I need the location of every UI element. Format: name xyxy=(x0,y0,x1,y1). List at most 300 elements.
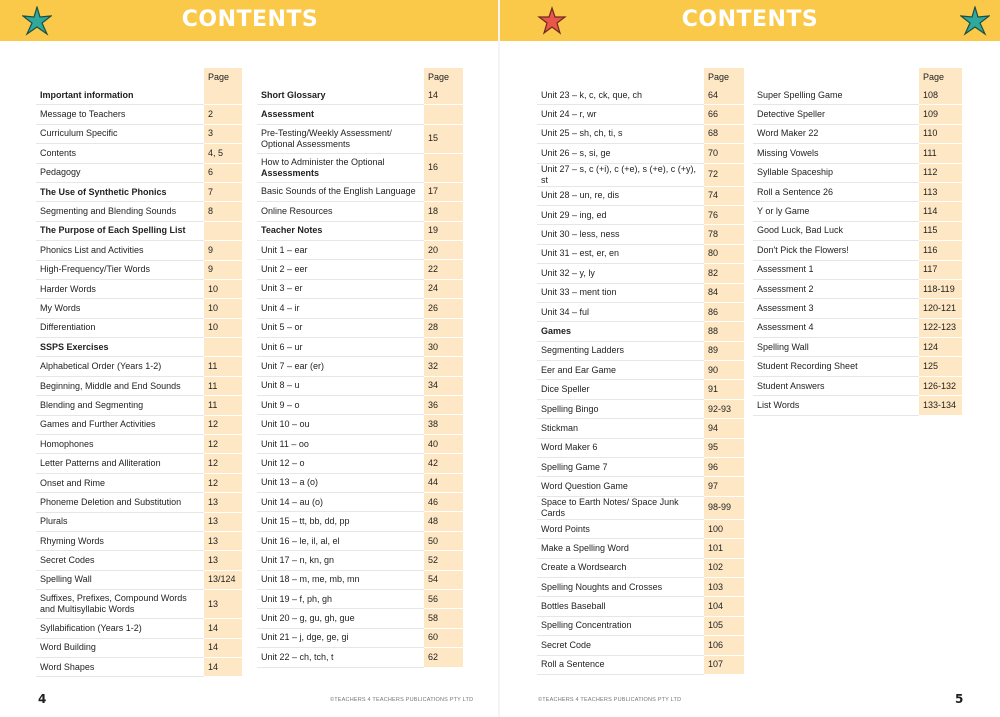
toc-entry-label: Blending and Segmenting xyxy=(36,396,204,415)
toc-row xyxy=(753,202,962,221)
toc-row xyxy=(257,357,463,376)
toc-entry-page: 22 xyxy=(424,260,463,279)
toc-entry-label: Eer and Ear Game xyxy=(537,361,704,380)
toc-entry-page: 4, 5 xyxy=(204,144,242,163)
toc-entry-page: 12 xyxy=(204,454,242,473)
toc-entry-label: Spelling Bingo xyxy=(537,399,704,418)
toc-row xyxy=(537,205,744,224)
toc-row xyxy=(257,454,463,473)
left-header-bar xyxy=(0,0,500,41)
toc-entry-page: 126-132 xyxy=(919,376,962,395)
toc-entry-label: Unit 26 – s, si, ge xyxy=(537,144,704,163)
toc-entry-page: 7 xyxy=(204,182,242,201)
toc-row xyxy=(753,86,962,105)
toc-row xyxy=(36,454,242,473)
left-toc-table-1 xyxy=(36,68,242,677)
toc-row xyxy=(537,302,744,321)
toc-row xyxy=(36,318,242,337)
toc-row xyxy=(257,86,463,105)
toc-entry-page: 40 xyxy=(424,434,463,453)
toc-entry-label: Spelling Noughts and Crosses xyxy=(537,577,704,596)
toc-entry-page: 17 xyxy=(424,182,463,201)
toc-entry-label: Roll a Sentence xyxy=(537,655,704,674)
toc-entry-label: Unit 21 – j, dge, ge, gi xyxy=(257,628,424,647)
toc-entry-page: 122-123 xyxy=(919,318,962,337)
toc-header-page: Page xyxy=(204,68,242,86)
toc-entry-label: Letter Patterns and Alliteration xyxy=(36,454,204,473)
toc-row xyxy=(753,279,962,298)
toc-entry-page: 8 xyxy=(204,202,242,221)
toc-entry-label: Unit 24 – r, wr xyxy=(537,105,704,124)
toc-header-page: Page xyxy=(424,68,463,86)
toc-row xyxy=(753,357,962,376)
toc-entry-page: 14 xyxy=(204,657,242,676)
toc-entry-label: Word Question Game xyxy=(537,477,704,496)
toc-entry-page: 46 xyxy=(424,493,463,512)
toc-entry-label: Y or ly Game xyxy=(753,202,919,221)
toc-entry-page: 60 xyxy=(424,628,463,647)
toc-entry-page: 10 xyxy=(204,279,242,298)
toc-entry-page: 120-121 xyxy=(919,299,962,318)
toc-row xyxy=(753,396,962,415)
left-page-title: CONTENTS xyxy=(181,7,319,32)
toc-row xyxy=(36,512,242,531)
toc-entry-page: 124 xyxy=(919,338,962,357)
toc-entry-label: Syllable Spaceship xyxy=(753,163,919,182)
toc-entry-label: Unit 32 – y, ly xyxy=(537,264,704,283)
toc-entry-page: 2 xyxy=(204,105,242,124)
toc-entry-page: 12 xyxy=(204,435,242,454)
toc-entry-label-part: How to Administer the Optional xyxy=(261,156,385,167)
toc-entry-label: Don't Pick the Flowers! xyxy=(753,241,919,260)
toc-entry-label: High-Frequency/Tier Words xyxy=(36,260,204,279)
toc-row xyxy=(36,357,242,376)
toc-entry-label: Curriculum Specific xyxy=(36,124,204,143)
toc-entry-label: Missing Vowels xyxy=(753,144,919,163)
toc-entry-page: 84 xyxy=(704,283,744,302)
right-page-number: 5 xyxy=(955,692,964,706)
toc-entry-page: 6 xyxy=(204,163,242,182)
toc-row xyxy=(36,376,242,395)
toc-entry-page: 42 xyxy=(424,454,463,473)
toc-entry-page: 95 xyxy=(704,438,744,457)
toc-entry-page: 66 xyxy=(704,105,744,124)
toc-row xyxy=(36,182,242,201)
toc-row xyxy=(36,163,242,182)
toc-row xyxy=(257,415,463,434)
toc-entry-page: 96 xyxy=(704,458,744,477)
toc-entry-page: 11 xyxy=(204,376,242,395)
toc-row xyxy=(537,264,744,283)
toc-row xyxy=(537,616,744,635)
toc-entry-label: Super Spelling Game xyxy=(753,86,919,105)
toc-entry-label: Beginning, Middle and End Sounds xyxy=(36,376,204,395)
toc-row xyxy=(537,380,744,399)
toc-entry-page: 10 xyxy=(204,299,242,318)
toc-entry-page: 82 xyxy=(704,264,744,283)
toc-entry-page: 48 xyxy=(424,512,463,531)
toc-entry-label: Unit 14 – au (o) xyxy=(257,493,424,512)
toc-entry-page xyxy=(204,338,242,357)
toc-entry-label: Unit 12 – o xyxy=(257,454,424,473)
toc-entry-label: Assessment 4 xyxy=(753,318,919,337)
toc-entry-label: Message to Teachers xyxy=(36,105,204,124)
toc-entry-page: 72 xyxy=(704,163,744,186)
toc-entry-page: 13 xyxy=(204,512,242,531)
toc-entry-page xyxy=(204,86,242,105)
toc-row xyxy=(257,396,463,415)
toc-row xyxy=(36,551,242,570)
toc-row xyxy=(257,337,463,356)
toc-entry-label: Unit 3 – er xyxy=(257,279,424,298)
toc-entry-label: Unit 29 – ing, ed xyxy=(537,205,704,224)
toc-entry-label: Word Shapes xyxy=(36,657,204,676)
toc-entry-label: Onset and Rime xyxy=(36,473,204,492)
toc-entry-label: Assessment xyxy=(257,105,424,124)
toc-row xyxy=(36,396,242,415)
toc-row xyxy=(257,376,463,395)
toc-entry-page: 44 xyxy=(424,473,463,492)
toc-row xyxy=(36,619,242,638)
toc-row xyxy=(36,202,242,221)
toc-entry-label: Detective Speller xyxy=(753,105,919,124)
toc-entry-page: 13 xyxy=(204,551,242,570)
toc-row xyxy=(753,318,962,337)
toc-entry-page xyxy=(424,105,463,124)
toc-entry-page: 16 xyxy=(424,153,463,182)
right-page-title: CONTENTS xyxy=(681,7,819,32)
toc-entry-page: 107 xyxy=(704,655,744,674)
toc-entry-label: Contents xyxy=(36,144,204,163)
toc-row xyxy=(537,124,744,143)
toc-entry-label: Differentiation xyxy=(36,318,204,337)
toc-entry-page: 105 xyxy=(704,616,744,635)
toc-row xyxy=(257,182,463,201)
right-toc-table-1 xyxy=(537,68,744,675)
toc-row xyxy=(36,531,242,550)
toc-row xyxy=(257,221,463,240)
toc-entry-page: 117 xyxy=(919,260,962,279)
toc-entry-label: Unit 23 – k, c, ck, que, ch xyxy=(537,86,704,105)
toc-row xyxy=(537,186,744,205)
toc-entry-page: 76 xyxy=(704,205,744,224)
toc-header-page: Page xyxy=(919,68,962,86)
toc-row xyxy=(537,655,744,674)
toc-entry-page: 38 xyxy=(424,415,463,434)
toc-entry-label: Space to Earth Notes/ Space Junk Cards xyxy=(537,496,704,519)
toc-entry-label: Pedagogy xyxy=(36,163,204,182)
toc-row xyxy=(36,657,242,676)
toc-entry-label: Secret Code xyxy=(537,636,704,655)
toc-entry-label: Bottles Baseball xyxy=(537,597,704,616)
toc-entry-page: 114 xyxy=(919,202,962,221)
toc-row xyxy=(36,415,242,434)
toc-row xyxy=(257,531,463,550)
right-page xyxy=(500,0,1000,717)
toc-header-blank xyxy=(537,68,704,86)
toc-entry-label: Unit 11 – oo xyxy=(257,434,424,453)
toc-entry-label: Rhyming Words xyxy=(36,531,204,550)
toc-entry-page: 58 xyxy=(424,609,463,628)
toc-row xyxy=(257,260,463,279)
toc-entry-page: 12 xyxy=(204,473,242,492)
toc-row xyxy=(753,260,962,279)
toc-entry-page: 19 xyxy=(424,221,463,240)
toc-row xyxy=(537,225,744,244)
toc-entry-page: 13 xyxy=(204,531,242,550)
toc-entry-page: 34 xyxy=(424,376,463,395)
right-copyright: ©TEACHERS 4 TEACHERS PUBLICATIONS PTY LTD xyxy=(538,697,682,703)
toc-entry-page: 89 xyxy=(704,341,744,360)
toc-entry-label: Unit 30 – less, ness xyxy=(537,225,704,244)
toc-row xyxy=(36,241,242,260)
toc-entry-label: Segmenting Ladders xyxy=(537,341,704,360)
toc-row xyxy=(257,570,463,589)
toc-entry-page: 118-119 xyxy=(919,279,962,298)
toc-entry-page: 111 xyxy=(919,144,962,163)
toc-entry-label xyxy=(257,153,424,182)
toc-header-blank xyxy=(36,68,204,86)
toc-row xyxy=(537,244,744,263)
toc-entry-page: 108 xyxy=(919,86,962,105)
toc-row xyxy=(537,558,744,577)
toc-entry-page: 104 xyxy=(704,597,744,616)
toc-entry-label: Unit 7 – ear (er) xyxy=(257,357,424,376)
toc-row xyxy=(753,182,962,201)
toc-entry-label: Unit 28 – un, re, dis xyxy=(537,186,704,205)
toc-entry-label: Unit 17 – n, kn, gn xyxy=(257,551,424,570)
toc-entry-page: 11 xyxy=(204,357,242,376)
toc-entry-page: 13 xyxy=(204,493,242,512)
toc-entry-page: 101 xyxy=(704,539,744,558)
toc-row xyxy=(753,221,962,240)
toc-entry-label: Unit 19 – f, ph, gh xyxy=(257,589,424,608)
toc-entry-label: Unit 9 – o xyxy=(257,396,424,415)
toc-entry-label: Short Glossary xyxy=(257,86,424,105)
toc-row xyxy=(753,376,962,395)
toc-entry-page: 15 xyxy=(424,124,463,153)
toc-entry-page: 74 xyxy=(704,186,744,205)
toc-entry-page: 100 xyxy=(704,519,744,538)
toc-entry-page: 14 xyxy=(204,638,242,657)
toc-entry-label: Basic Sounds of the English Language xyxy=(257,182,424,201)
toc-entry-label: Online Resources xyxy=(257,202,424,221)
toc-row xyxy=(257,512,463,531)
toc-entry-label: The Use of Synthetic Phonics xyxy=(36,182,204,201)
toc-header-page: Page xyxy=(704,68,744,86)
toc-row xyxy=(257,473,463,492)
toc-row xyxy=(537,361,744,380)
toc-entry-label: Unit 31 – est, er, en xyxy=(537,244,704,263)
toc-row xyxy=(537,496,744,519)
toc-row xyxy=(257,153,463,182)
toc-entry-label: Unit 25 – sh, ch, ti, s xyxy=(537,124,704,143)
toc-entry-page: 112 xyxy=(919,163,962,182)
toc-row xyxy=(537,322,744,341)
toc-row xyxy=(537,419,744,438)
toc-entry-label: Word Maker 22 xyxy=(753,124,919,143)
toc-row xyxy=(36,435,242,454)
toc-row xyxy=(753,299,962,318)
toc-entry-page: 78 xyxy=(704,225,744,244)
toc-entry-page: 24 xyxy=(424,279,463,298)
toc-row xyxy=(753,241,962,260)
toc-entry-label: Assessment 2 xyxy=(753,279,919,298)
toc-entry-label: Unit 16 – le, il, al, el xyxy=(257,531,424,550)
toc-entry-label: Segmenting and Blending Sounds xyxy=(36,202,204,221)
toc-row xyxy=(257,609,463,628)
toc-row xyxy=(257,551,463,570)
toc-row xyxy=(537,458,744,477)
toc-entry-label: Unit 34 – ful xyxy=(537,302,704,321)
toc-entry-page: 91 xyxy=(704,380,744,399)
toc-row xyxy=(537,105,744,124)
toc-row xyxy=(537,86,744,105)
toc-entry-label: Alphabetical Order (Years 1-2) xyxy=(36,357,204,376)
toc-entry-label: Unit 15 – tt, bb, dd, pp xyxy=(257,512,424,531)
toc-entry-label-bold-part: Assessments xyxy=(261,167,320,178)
toc-entry-page: 28 xyxy=(424,318,463,337)
right-header-bar xyxy=(500,0,1000,41)
right-toc-table-2 xyxy=(753,68,962,416)
toc-entry-page: 113 xyxy=(919,182,962,201)
toc-entry-label: Homophones xyxy=(36,435,204,454)
toc-entry-label: Unit 2 – eer xyxy=(257,260,424,279)
toc-row xyxy=(36,570,242,589)
toc-row xyxy=(257,299,463,318)
toc-row xyxy=(36,105,242,124)
toc-entry-page: 26 xyxy=(424,299,463,318)
toc-row xyxy=(753,124,962,143)
toc-entry-label: Unit 8 – u xyxy=(257,376,424,395)
toc-entry-page: 11 xyxy=(204,396,242,415)
toc-entry-label: Secret Codes xyxy=(36,551,204,570)
toc-entry-page: 52 xyxy=(424,551,463,570)
toc-entry-page: 64 xyxy=(704,86,744,105)
toc-entry-label: Word Building xyxy=(36,638,204,657)
toc-row xyxy=(36,144,242,163)
toc-entry-label: Pre-Testing/Weekly Assessment/ Optional Assessments xyxy=(257,124,424,153)
toc-row xyxy=(36,260,242,279)
toc-entry-label: Games and Further Activities xyxy=(36,415,204,434)
toc-row xyxy=(257,434,463,453)
teal-star-icon xyxy=(960,6,990,36)
toc-entry-page: 20 xyxy=(424,240,463,259)
toc-entry-label: Unit 20 – g, gu, gh, gue xyxy=(257,609,424,628)
toc-row xyxy=(36,590,242,619)
toc-row xyxy=(36,338,242,357)
toc-entry-label: Unit 27 – s, c (+i), c (+e), s (+e), c (+y), st xyxy=(537,163,704,186)
toc-entry-page: 70 xyxy=(704,144,744,163)
toc-entry-label: Create a Wordsearch xyxy=(537,558,704,577)
toc-row xyxy=(257,202,463,221)
toc-entry-label: Stickman xyxy=(537,419,704,438)
toc-entry-label: Plurals xyxy=(36,512,204,531)
toc-entry-label: Games xyxy=(537,322,704,341)
toc-entry-label: Unit 6 – ur xyxy=(257,337,424,356)
toc-entry-page: 115 xyxy=(919,221,962,240)
toc-entry-label: Harder Words xyxy=(36,279,204,298)
toc-entry-page: 109 xyxy=(919,105,962,124)
toc-row xyxy=(36,473,242,492)
toc-entry-label: Dice Speller xyxy=(537,380,704,399)
toc-entry-label: Unit 13 – a (o) xyxy=(257,473,424,492)
toc-entry-page: 133-134 xyxy=(919,396,962,415)
toc-entry-page: 30 xyxy=(424,337,463,356)
toc-entry-label: List Words xyxy=(753,396,919,415)
toc-row xyxy=(257,628,463,647)
toc-entry-page: 13/124 xyxy=(204,570,242,589)
toc-entry-label: Unit 4 – ir xyxy=(257,299,424,318)
toc-row xyxy=(537,477,744,496)
toc-row xyxy=(257,648,463,667)
toc-entry-label: My Words xyxy=(36,299,204,318)
toc-entry-page: 98-99 xyxy=(704,496,744,519)
toc-entry-label: Student Recording Sheet xyxy=(753,357,919,376)
toc-row xyxy=(537,283,744,302)
toc-entry-label: Important information xyxy=(36,86,204,105)
toc-entry-page: 18 xyxy=(424,202,463,221)
toc-entry-page: 80 xyxy=(704,244,744,263)
toc-entry-label: Unit 10 – ou xyxy=(257,415,424,434)
toc-entry-label: Teacher Notes xyxy=(257,221,424,240)
toc-row xyxy=(537,438,744,457)
toc-row xyxy=(537,597,744,616)
toc-entry-page: 13 xyxy=(204,590,242,619)
toc-entry-label: Spelling Game 7 xyxy=(537,458,704,477)
toc-entry-page: 14 xyxy=(424,86,463,105)
toc-row xyxy=(36,86,242,105)
toc-entry-page: 12 xyxy=(204,415,242,434)
toc-entry-label: Phonics List and Activities xyxy=(36,241,204,260)
toc-entry-label: Spelling Wall xyxy=(753,338,919,357)
toc-entry-page: 9 xyxy=(204,260,242,279)
toc-entry-page: 88 xyxy=(704,322,744,341)
toc-entry-label: Student Answers xyxy=(753,376,919,395)
toc-row xyxy=(257,105,463,124)
toc-entry-label: Assessment 3 xyxy=(753,299,919,318)
toc-row xyxy=(537,163,744,186)
toc-row xyxy=(753,105,962,124)
left-toc-table-2 xyxy=(257,68,463,668)
toc-entry-page: 86 xyxy=(704,302,744,321)
toc-entry-page xyxy=(204,221,242,240)
toc-entry-page: 102 xyxy=(704,558,744,577)
toc-row xyxy=(537,577,744,596)
toc-row xyxy=(257,240,463,259)
toc-row xyxy=(257,124,463,153)
toc-entry-label: Unit 33 – ment tion xyxy=(537,283,704,302)
toc-entry-page: 62 xyxy=(424,648,463,667)
toc-entry-page: 54 xyxy=(424,570,463,589)
toc-entry-page: 36 xyxy=(424,396,463,415)
toc-entry-label: Unit 22 – ch, tch, t xyxy=(257,648,424,667)
toc-entry-label: Spelling Concentration xyxy=(537,616,704,635)
toc-entry-label: Suffixes, Prefixes, Compound Words and Multisyllabic Words xyxy=(36,590,204,619)
toc-row xyxy=(537,636,744,655)
toc-entry-page: 90 xyxy=(704,361,744,380)
toc-row xyxy=(36,124,242,143)
toc-entry-label: Unit 5 – or xyxy=(257,318,424,337)
toc-header-blank xyxy=(753,68,919,86)
toc-row xyxy=(753,163,962,182)
toc-row xyxy=(537,539,744,558)
left-page-number: 4 xyxy=(38,692,47,706)
toc-entry-page: 125 xyxy=(919,357,962,376)
toc-entry-page: 10 xyxy=(204,318,242,337)
toc-entry-page: 110 xyxy=(919,124,962,143)
toc-entry-page: 94 xyxy=(704,419,744,438)
